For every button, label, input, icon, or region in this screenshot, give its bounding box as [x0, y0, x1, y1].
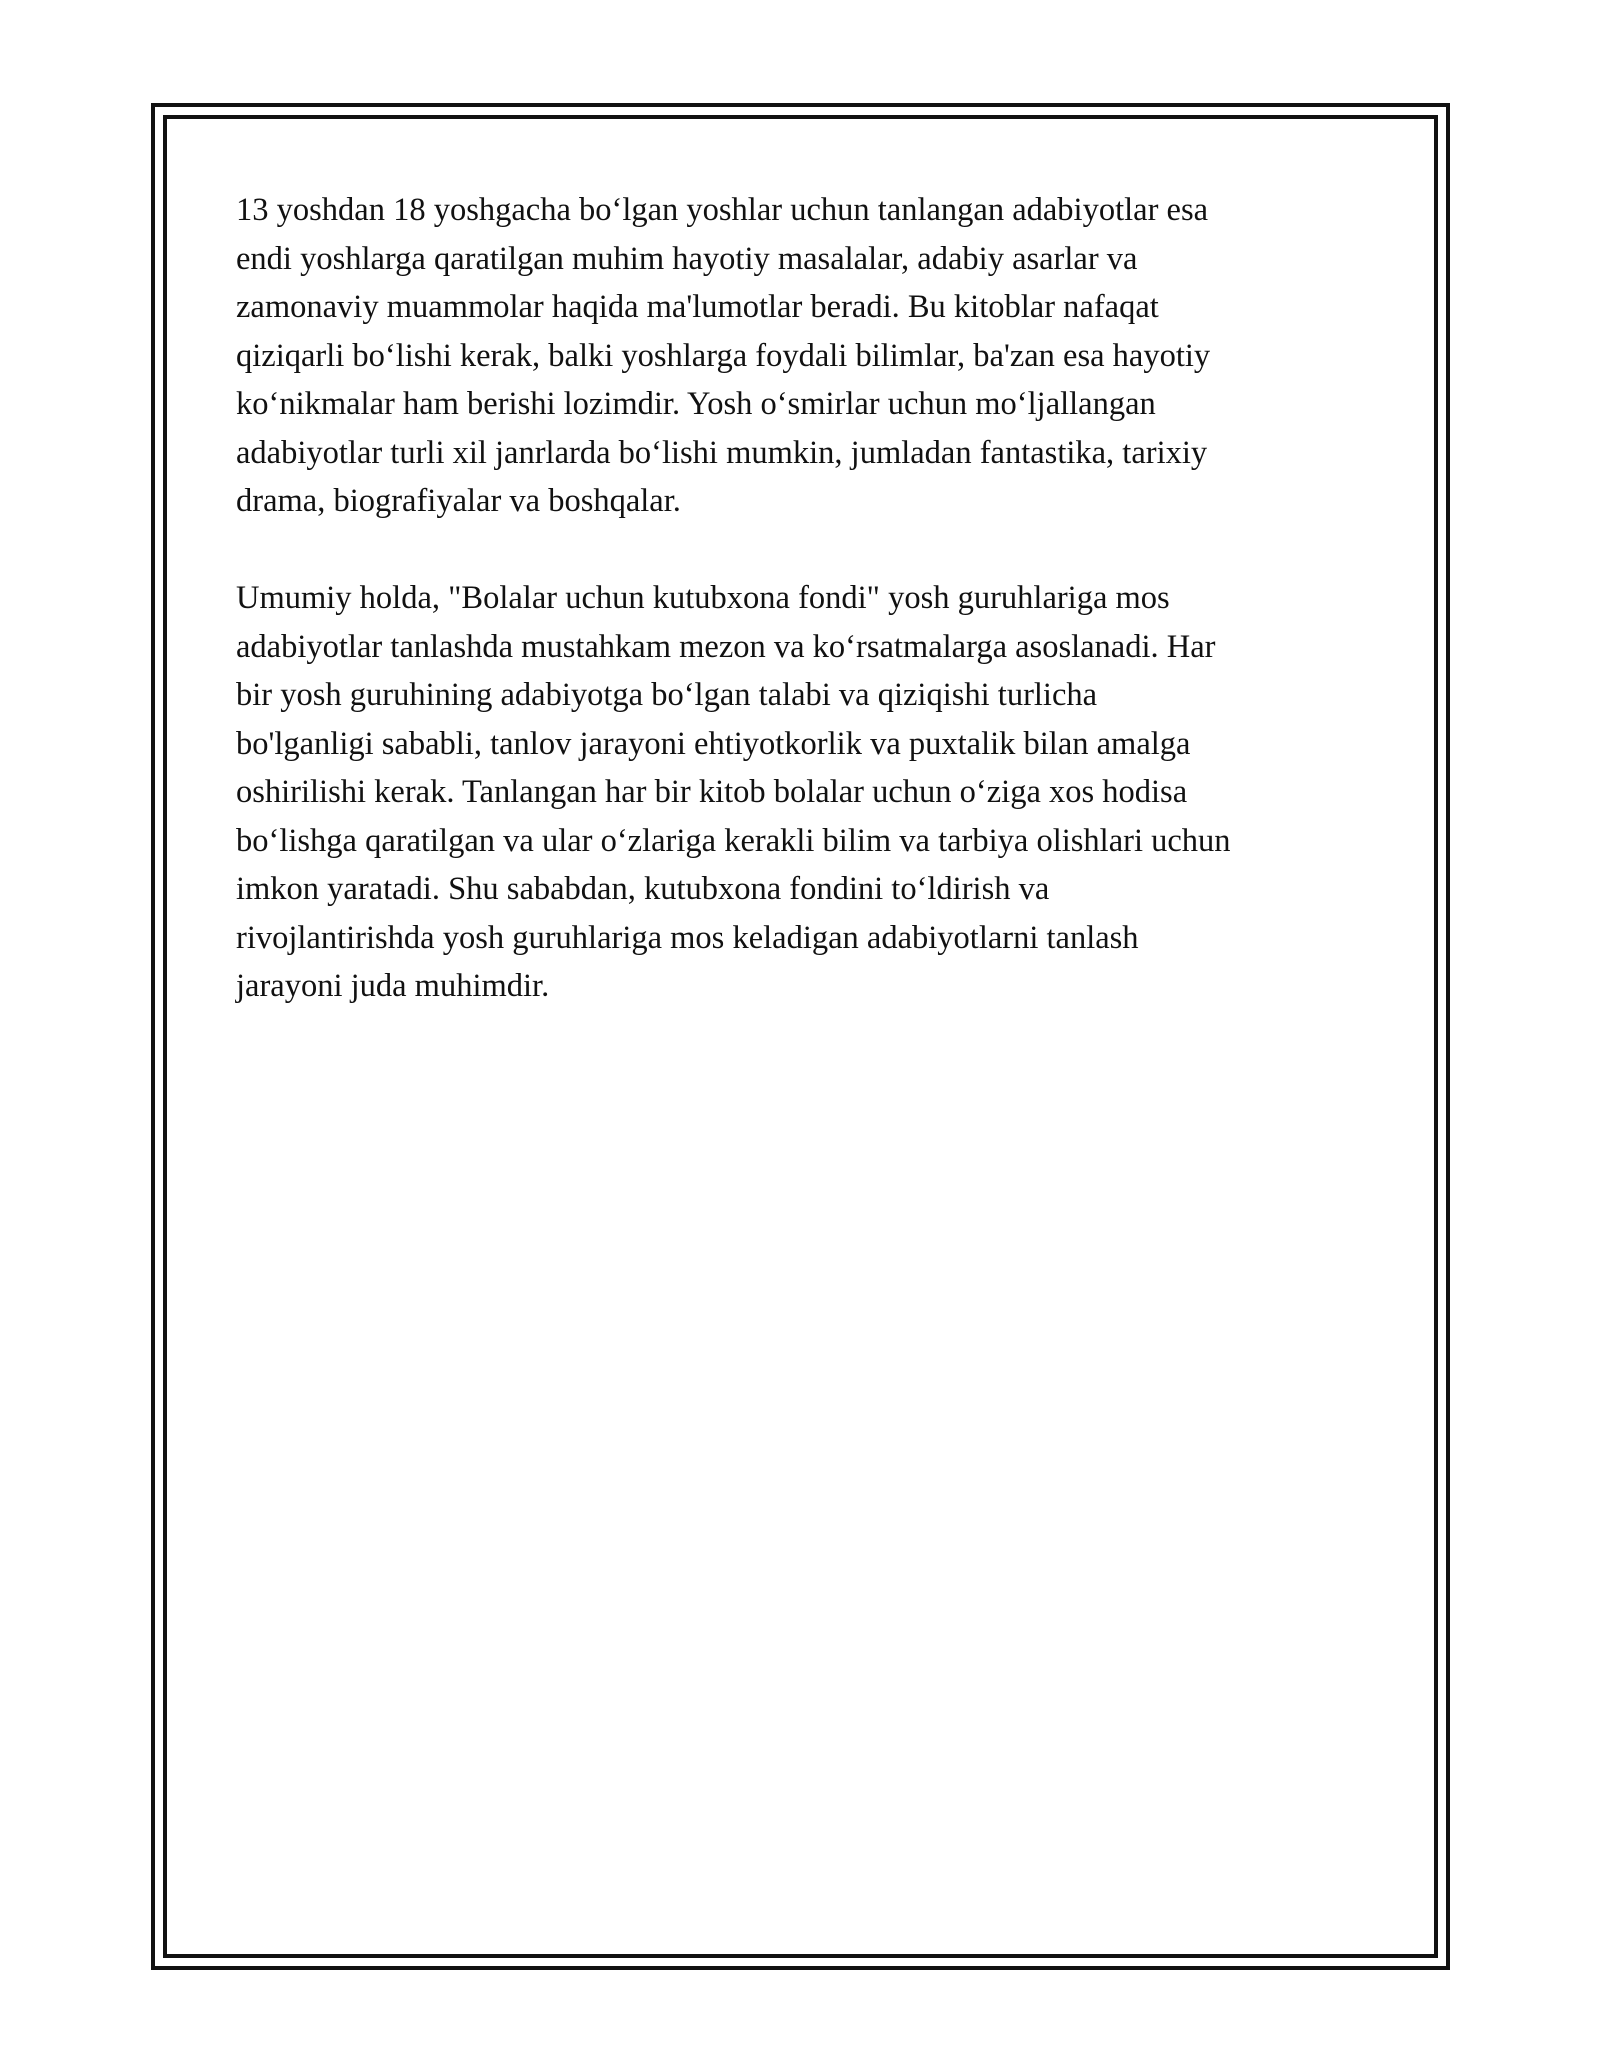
- text-line: zamonaviy muammolar haqida ma'lumotlar beradi. Bu kitoblar nafaqat: [236, 289, 1159, 325]
- text-line: ko‘nikmalar ham berishi lozimdir. Yosh o‘smirlar uchun mo‘ljallangan: [236, 386, 1156, 422]
- paragraph-2: [236, 574, 1376, 1011]
- text-line: adabiyotlar turli xil janrlarda bo‘lishi mumkin, jumladan fantastika, tarixiy: [236, 434, 1208, 471]
- text-line: 13 yoshdan 18 yoshgacha bo‘lgan yoshlar uchun tanlangan adabiyotlar esa: [236, 192, 1209, 228]
- text-line: adabiyotlar tanlashda mustahkam mezon va ko‘rsatmalarga asoslanadi. Har: [236, 628, 1216, 665]
- text-line: qiziqarli bo‘lishi kerak, balki yoshlarga foydali bilimlar, ba'zan esa hayotiy: [236, 337, 1211, 374]
- text-line: bo'lganligi sababli, tanlov jarayoni ehtiyotkorlik va puxtalik bilan amalga: [236, 725, 1191, 762]
- text-line: drama, biografiyalar va boshqalar.: [236, 483, 681, 519]
- text-line: bir yosh guruhining adabiyotga bo‘lgan talabi va qiziqishi turlicha: [236, 677, 1098, 713]
- text-line: oshirilishi kerak. Tanlangan har bir kitob bolalar uchun o‘ziga xos hodisa: [236, 774, 1188, 810]
- text-line: jarayoni juda muhimdir.: [236, 968, 550, 1004]
- text-line: bo‘lishga qaratilgan va ular o‘zlariga kerakli bilim va tarbiya olishlari uchun: [236, 822, 1231, 859]
- text-line: Umumiy holda, "Bolalar uchun kutubxona fondi" yosh guruhlariga mos: [236, 580, 1170, 616]
- text-line: rivojlantirishda yosh guruhlariga mos keladigan adabiyotlarni tanlash: [236, 919, 1139, 956]
- paragraph-1: [236, 186, 1376, 526]
- text-line: endi yoshlarga qaratilgan muhim hayotiy masalalar, adabiy asarlar va: [236, 240, 1138, 277]
- text-line: imkon yaratadi. Shu sababdan, kutubxona fondini to‘ldirish va: [236, 871, 1050, 907]
- document-body: [236, 186, 1376, 1059]
